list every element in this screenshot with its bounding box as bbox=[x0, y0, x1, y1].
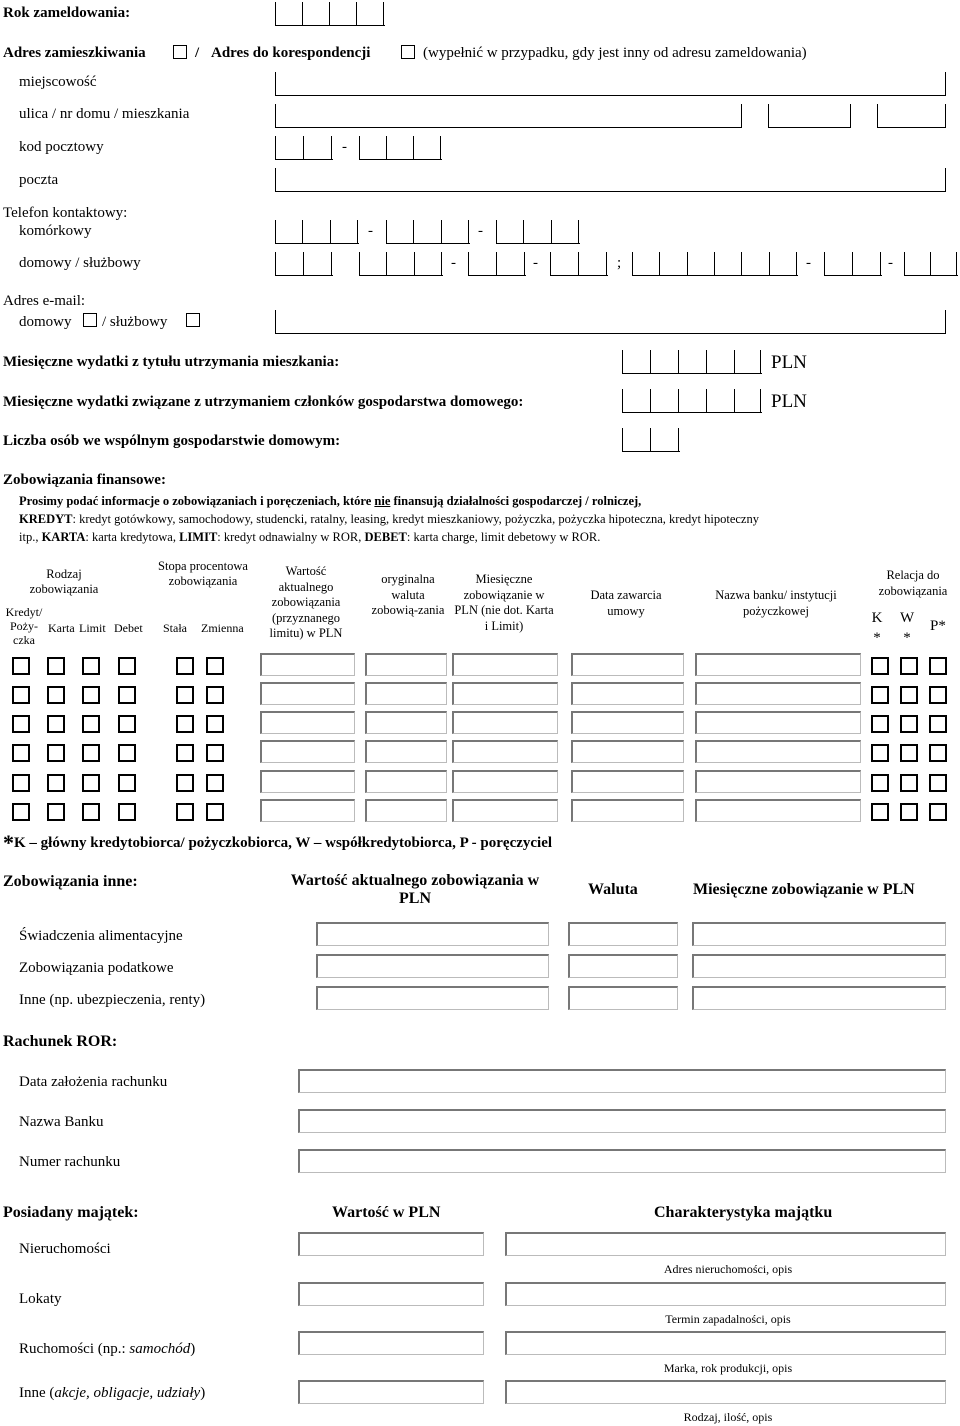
checkbox-karta[interactable] bbox=[47, 774, 65, 792]
komorkowy-label: komórkowy bbox=[19, 223, 92, 239]
ror-bank-field[interactable] bbox=[298, 1109, 946, 1133]
sluzbowy-tel-part1[interactable] bbox=[632, 252, 798, 276]
col-rodzaj: Rodzaj zobowiązania bbox=[29, 567, 99, 596]
majatek-opis-field[interactable] bbox=[505, 1232, 946, 1256]
col-bank: Nazwa banku/ instytucji pożyczkowej bbox=[715, 588, 837, 618]
inne-a: Inne ( bbox=[19, 1385, 55, 1401]
inne-row-podatkowe: Zobowiązania podatkowe bbox=[19, 960, 174, 976]
limit-term: LIMIT bbox=[179, 530, 218, 544]
domowy-tel-dash2: - bbox=[533, 255, 538, 271]
adres-korespondencji-checkbox[interactable] bbox=[401, 45, 415, 59]
wydatki-mieszkanie-currency: PLN bbox=[771, 352, 807, 373]
checkbox-relacja-w[interactable] bbox=[900, 774, 918, 792]
checkbox-kredyt[interactable] bbox=[12, 657, 30, 675]
ror-heading: Rachunek ROR: bbox=[3, 1033, 118, 1050]
field-data[interactable] bbox=[571, 770, 684, 793]
inne-row-inne: Inne (np. ubezpieczenia, renty) bbox=[19, 992, 206, 1008]
wydatki-mieszkanie-label: Miesięczne wydatki z tytułu utrzymania mieszkania: bbox=[3, 354, 340, 370]
col-w: W * bbox=[900, 610, 915, 646]
ruchomosci-i: samochód bbox=[129, 1341, 191, 1357]
rok-zameldowania-label: Rok zameldowania: bbox=[3, 5, 131, 21]
checkbox-relacja-w[interactable] bbox=[900, 744, 918, 762]
wydatki-czlonkowie-currency: PLN bbox=[771, 391, 807, 412]
checkbox-karta[interactable] bbox=[47, 657, 65, 675]
checkbox-relacja-k[interactable] bbox=[871, 774, 889, 792]
email-domowy-checkbox[interactable] bbox=[83, 313, 97, 327]
checkbox-relacja-w[interactable] bbox=[900, 803, 918, 821]
col-miesieczne: Miesięczne zobowiązanie w PLN (nie dot. Karta i Limit) bbox=[454, 572, 554, 633]
majatek-wartosc-field[interactable] bbox=[298, 1282, 484, 1306]
inne-miesieczne-field[interactable] bbox=[692, 922, 946, 946]
field-bank[interactable] bbox=[695, 770, 861, 793]
checkbox-stala[interactable] bbox=[176, 686, 194, 704]
majatek-wartosc-field[interactable] bbox=[298, 1232, 484, 1256]
rok-zameldowania-field[interactable] bbox=[275, 2, 385, 26]
field-waluta[interactable] bbox=[365, 799, 447, 822]
field-waluta[interactable] bbox=[365, 770, 447, 793]
inne-wartosc-field[interactable] bbox=[316, 922, 549, 946]
inne-waluta-field[interactable] bbox=[568, 954, 678, 978]
col-relacja: Relacja do zobowiązania bbox=[878, 568, 948, 598]
checkbox-relacja-w[interactable] bbox=[900, 715, 918, 733]
checkbox-zmienna[interactable] bbox=[206, 803, 224, 821]
wydatki-czlonkowie-field[interactable] bbox=[622, 389, 762, 413]
checkbox-stala[interactable] bbox=[176, 744, 194, 762]
adres-korespondencji-label: Adres do korespondencji bbox=[211, 45, 371, 61]
komorkowy-part2[interactable] bbox=[386, 220, 470, 244]
ror-data-label: Data założenia rachunku bbox=[19, 1074, 168, 1090]
ror-numer-label: Numer rachunku bbox=[19, 1154, 121, 1170]
majatek-col-wartosc: Wartość w PLN bbox=[332, 1204, 441, 1221]
col-data: Data zawarcia umowy bbox=[590, 588, 662, 618]
col-zmienna: Zmienna bbox=[201, 621, 244, 635]
footnote bbox=[3, 830, 553, 855]
domowy-tel-part4[interactable] bbox=[550, 252, 608, 276]
email-domowy-label: domowy bbox=[19, 314, 72, 330]
checkbox-stala[interactable] bbox=[176, 715, 194, 733]
email-sluzbowy-checkbox[interactable] bbox=[186, 313, 200, 327]
checkbox-limit[interactable] bbox=[82, 803, 100, 821]
field-bank[interactable] bbox=[695, 682, 861, 705]
inne-col-wartosc: Wartość aktualnego zobowiązania w PLN bbox=[290, 872, 540, 907]
adres-zamieszkiwania-label: Adres zamieszkiwania bbox=[3, 45, 146, 61]
checkbox-limit[interactable] bbox=[82, 715, 100, 733]
field-data[interactable] bbox=[571, 682, 684, 705]
majatek-hint-nieruchomosci: Adres nieruchomości, opis bbox=[663, 1262, 793, 1276]
inne-wartosc-field[interactable] bbox=[316, 986, 549, 1010]
field-bank[interactable] bbox=[695, 653, 861, 676]
checkbox-relacja-p[interactable] bbox=[929, 803, 947, 821]
majatek-col-charakterystyka: Charakterystyka majątku bbox=[654, 1204, 833, 1221]
field-data[interactable] bbox=[571, 653, 684, 676]
checkbox-debet[interactable] bbox=[118, 774, 136, 792]
checkbox-zmienna[interactable] bbox=[206, 744, 224, 762]
karta-term: KARTA bbox=[41, 530, 86, 544]
field-bank[interactable] bbox=[695, 711, 861, 734]
wydatki-czlonkowie-label: Miesięczne wydatki związane z utrzymaniem członków gospodarstwa domowego: bbox=[3, 394, 524, 410]
checkbox-debet[interactable] bbox=[118, 744, 136, 762]
field-wartosc[interactable] bbox=[260, 740, 355, 763]
inne-row-alimenty: Świadczenia alimentacyjne bbox=[19, 928, 183, 944]
field-wartosc[interactable] bbox=[260, 711, 355, 734]
kod-dash: - bbox=[342, 139, 347, 155]
limit-def: : kredyt odnawialny w ROR, bbox=[217, 530, 365, 544]
inne-b: ) bbox=[200, 1385, 206, 1401]
checkbox-relacja-p[interactable] bbox=[929, 657, 947, 675]
checkbox-kredyt[interactable] bbox=[12, 774, 30, 792]
nr-domu-field[interactable] bbox=[768, 104, 851, 128]
checkbox-zmienna[interactable] bbox=[206, 686, 224, 704]
field-bank[interactable] bbox=[695, 740, 861, 763]
domowy-tel-dash1: - bbox=[451, 255, 456, 271]
intro-1b: finansują działalności gospodarczej / rolniczej, bbox=[390, 494, 642, 508]
field-waluta[interactable] bbox=[365, 740, 447, 763]
domowy-tel-part1[interactable] bbox=[275, 252, 333, 276]
field-wartosc[interactable] bbox=[260, 770, 355, 793]
inne-col-waluta: Waluta bbox=[588, 881, 638, 898]
checkbox-relacja-p[interactable] bbox=[929, 744, 947, 762]
majatek-opis-field[interactable] bbox=[505, 1331, 946, 1355]
sluzbowy-tel-dash1: - bbox=[806, 255, 811, 271]
checkbox-kredyt[interactable] bbox=[12, 744, 30, 762]
checkbox-limit[interactable] bbox=[82, 686, 100, 704]
adres-zamieszkiwania-checkbox[interactable] bbox=[173, 45, 187, 59]
field-waluta[interactable] bbox=[365, 653, 447, 676]
inne-miesieczne-field[interactable] bbox=[692, 986, 946, 1010]
kredyt-term: KREDYT bbox=[19, 512, 73, 526]
inne-miesieczne-field[interactable] bbox=[692, 954, 946, 978]
checkbox-relacja-p[interactable] bbox=[929, 686, 947, 704]
debet-def: : karta charge, limit debetowy w ROR. bbox=[406, 530, 601, 544]
checkbox-relacja-k[interactable] bbox=[871, 657, 889, 675]
nr-mieszkania-field[interactable] bbox=[877, 104, 946, 128]
field-bank[interactable] bbox=[695, 799, 861, 822]
field-miesieczne[interactable] bbox=[452, 682, 558, 705]
domowy-tel-semicolon: ; bbox=[617, 255, 622, 271]
kod-pocztowy-label: kod pocztowy bbox=[19, 139, 104, 155]
field-miesieczne[interactable] bbox=[452, 770, 558, 793]
checkbox-zmienna[interactable] bbox=[206, 715, 224, 733]
checkbox-kredyt[interactable] bbox=[12, 715, 30, 733]
inne-i: akcje, obligacje, udziały bbox=[54, 1385, 201, 1401]
intro-1a: Prosimy podać informacje o zobowiązaniach i poręczeniach, które bbox=[19, 494, 375, 508]
field-miesieczne[interactable] bbox=[452, 653, 558, 676]
email-sluzbowy-label: / służbowy bbox=[102, 314, 168, 330]
col-debet: Debet bbox=[114, 621, 143, 635]
col-stopa: Stopa procentowa zobowiązania bbox=[158, 559, 248, 588]
footnote-star: * bbox=[3, 830, 14, 855]
zobowiazania-intro-line2 bbox=[19, 512, 759, 527]
checkbox-debet[interactable] bbox=[118, 715, 136, 733]
ror-data-field[interactable] bbox=[298, 1069, 946, 1093]
kredyt-def: : kredyt gotówkowy, samochodowy, studencki, ratalny, leasing, kredyt mieszkaniowy, pożyczka, pożyczka hipoteczna, kredyt hipoteczny bbox=[72, 512, 759, 526]
wydatki-mieszkanie-field[interactable] bbox=[622, 350, 762, 374]
inne-heading: Zobowiązania inne: bbox=[3, 873, 138, 890]
col-waluta: oryginalna waluta zobowią-zania bbox=[371, 572, 445, 617]
ror-numer-field[interactable] bbox=[298, 1149, 946, 1173]
domowy-tel-part3[interactable] bbox=[468, 252, 526, 276]
liczba-osob-field[interactable] bbox=[622, 428, 680, 452]
checkbox-karta[interactable] bbox=[47, 715, 65, 733]
liczba-osob-label: Liczba osób we wspólnym gospodarstwie domowym: bbox=[3, 433, 341, 449]
ulica-label: ulica / nr domu / mieszkania bbox=[19, 106, 190, 122]
zobowiazania-intro-line1 bbox=[19, 494, 641, 509]
checkbox-debet[interactable] bbox=[118, 686, 136, 704]
inne-waluta-field[interactable] bbox=[568, 922, 678, 946]
telefon-label: Telefon kontaktowy: bbox=[3, 205, 128, 221]
poczta-label: poczta bbox=[19, 172, 59, 188]
miejscowosc-label: miejscowość bbox=[19, 74, 97, 90]
debet-term: DEBET bbox=[364, 530, 407, 544]
field-wartosc[interactable] bbox=[260, 682, 355, 705]
checkbox-limit[interactable] bbox=[82, 657, 100, 675]
ruchomosci-b: ) bbox=[190, 1341, 196, 1357]
checkbox-stala[interactable] bbox=[176, 803, 194, 821]
majatek-hint-lokaty: Termin zapadalności, opis bbox=[665, 1312, 791, 1326]
footnote-text: K – główny kredytobiorca/ pożyczkobiorca, W – współkredytobiorca, P - poręczyciel bbox=[14, 835, 553, 851]
majatek-hint-ruchomosci: Marka, rok produkcji, opis bbox=[663, 1361, 793, 1375]
karta-def: : karta kredytowa, bbox=[85, 530, 180, 544]
field-waluta[interactable] bbox=[365, 711, 447, 734]
col-p: P* bbox=[930, 618, 946, 634]
sluzbowy-tel-part3[interactable] bbox=[904, 252, 958, 276]
adres-note: (wypełnić w przypadku, gdy jest inny od adresu zameldowania) bbox=[423, 45, 807, 61]
checkbox-zmienna[interactable] bbox=[206, 774, 224, 792]
majatek-lokaty-label: Lokaty bbox=[19, 1291, 62, 1307]
kod-pocztowy-part1[interactable] bbox=[275, 136, 333, 160]
sluzbowy-tel-dash2: - bbox=[888, 255, 893, 271]
field-wartosc[interactable] bbox=[260, 799, 355, 822]
sluzbowy-tel-part2[interactable] bbox=[824, 252, 882, 276]
itp: itp. bbox=[19, 530, 36, 544]
majatek-ruchomosci-label bbox=[19, 1340, 195, 1358]
domowy-telefon-label: domowy / służbowy bbox=[19, 255, 141, 271]
checkbox-kredyt[interactable] bbox=[12, 686, 30, 704]
komorkowy-dash2: - bbox=[478, 223, 483, 239]
field-data[interactable] bbox=[571, 799, 684, 822]
komorkowy-part3[interactable] bbox=[496, 220, 580, 244]
col-k: K * bbox=[871, 610, 883, 646]
field-miesieczne[interactable] bbox=[452, 740, 558, 763]
majatek-inne-label bbox=[19, 1384, 205, 1402]
intro-1u: nie bbox=[374, 494, 391, 508]
col-kredyt: Kredyt/ Poży-czka bbox=[5, 605, 43, 647]
majatek-wartosc-field[interactable] bbox=[298, 1380, 484, 1404]
field-wartosc[interactable] bbox=[260, 653, 355, 676]
checkbox-relacja-p[interactable] bbox=[929, 774, 947, 792]
majatek-wartosc-field[interactable] bbox=[298, 1331, 484, 1355]
checkbox-kredyt[interactable] bbox=[12, 803, 30, 821]
checkbox-relacja-k[interactable] bbox=[871, 803, 889, 821]
poczta-field[interactable] bbox=[275, 168, 946, 192]
ruchomosci-a: Ruchomości (np.: bbox=[19, 1341, 130, 1357]
checkbox-limit[interactable] bbox=[82, 744, 100, 762]
domowy-tel-part2[interactable] bbox=[359, 252, 443, 276]
checkbox-relacja-p[interactable] bbox=[929, 715, 947, 733]
miejscowosc-field[interactable] bbox=[275, 72, 946, 96]
checkbox-relacja-k[interactable] bbox=[871, 686, 889, 704]
col-limit: Limit bbox=[79, 621, 106, 635]
kod-pocztowy-part2[interactable] bbox=[359, 136, 442, 160]
adres-slash: / bbox=[195, 45, 200, 61]
col-stala: Stała bbox=[163, 621, 187, 635]
komorkowy-part1[interactable] bbox=[275, 220, 359, 244]
checkbox-stala[interactable] bbox=[176, 657, 194, 675]
majatek-hint-inne: Rodzaj, ilość, opis bbox=[683, 1410, 773, 1424]
majatek-heading: Posiadany majątek: bbox=[3, 1204, 139, 1221]
checkbox-debet[interactable] bbox=[118, 803, 136, 821]
ulica-field[interactable] bbox=[275, 104, 742, 128]
checkbox-relacja-k[interactable] bbox=[871, 744, 889, 762]
field-data[interactable] bbox=[571, 711, 684, 734]
checkbox-relacja-w[interactable] bbox=[900, 657, 918, 675]
inne-waluta-field[interactable] bbox=[568, 986, 678, 1010]
zobowiazania-intro-line3: itp., KARTA: karta kredytowa, LIMIT: kredyt odnawialny w ROR, DEBET: karta charge, limit debetowy w ROR. bbox=[19, 530, 601, 544]
checkbox-stala[interactable] bbox=[176, 774, 194, 792]
checkbox-karta[interactable] bbox=[47, 744, 65, 762]
majatek-opis-field[interactable] bbox=[505, 1282, 946, 1306]
field-miesieczne[interactable] bbox=[452, 799, 558, 822]
komorkowy-dash1: - bbox=[368, 223, 373, 239]
checkbox-relacja-w[interactable] bbox=[900, 686, 918, 704]
col-karta: Karta bbox=[48, 621, 75, 635]
field-data[interactable] bbox=[571, 740, 684, 763]
checkbox-karta[interactable] bbox=[47, 803, 65, 821]
email-label: Adres e-mail: bbox=[3, 293, 86, 309]
majatek-opis-field[interactable] bbox=[505, 1380, 946, 1404]
checkbox-karta[interactable] bbox=[47, 686, 65, 704]
field-miesieczne[interactable] bbox=[452, 711, 558, 734]
field-waluta[interactable] bbox=[365, 682, 447, 705]
checkbox-limit[interactable] bbox=[82, 774, 100, 792]
checkbox-relacja-k[interactable] bbox=[871, 715, 889, 733]
email-field[interactable] bbox=[275, 310, 946, 334]
zobowiazania-finansowe-heading: Zobowiązania finansowe: bbox=[3, 472, 166, 488]
col-wartosc: Wartość aktualnego zobowiązania (przyznanego limitu) w PLN bbox=[269, 564, 343, 640]
checkbox-zmienna[interactable] bbox=[206, 657, 224, 675]
ror-bank-label: Nazwa Banku bbox=[19, 1114, 104, 1130]
inne-col-miesieczne: Miesięczne zobowiązanie w PLN bbox=[693, 881, 915, 898]
majatek-nieruchomosci-label: Nieruchomości bbox=[19, 1241, 111, 1257]
inne-wartosc-field[interactable] bbox=[316, 954, 549, 978]
checkbox-debet[interactable] bbox=[118, 657, 136, 675]
